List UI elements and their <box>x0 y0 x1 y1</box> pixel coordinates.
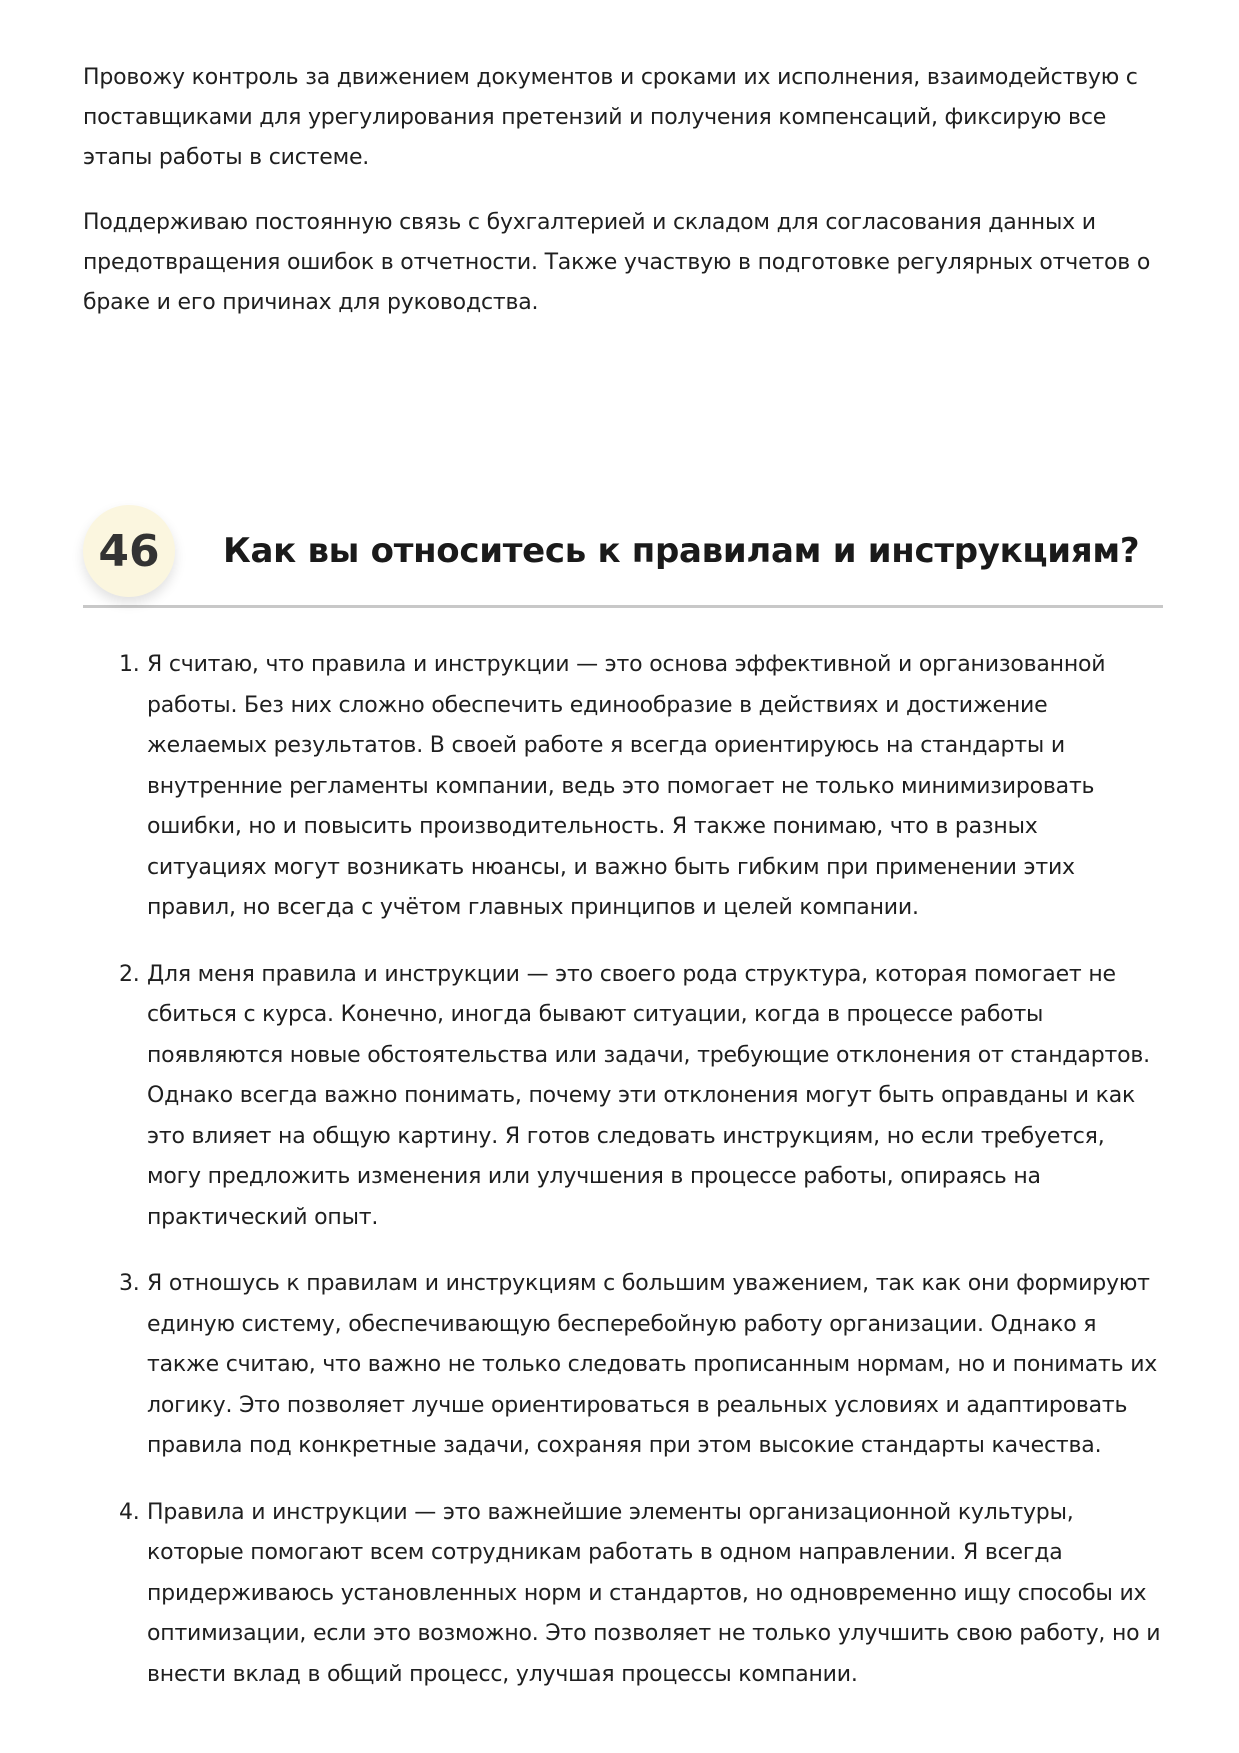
document-page <box>83 0 1163 1687</box>
answer-marker: 1. <box>119 652 140 677</box>
intro-paragraph: Провожу контроль за движением документов и сроками их исполнения, взаимодействую с поставщиками для урегулирования претензий и получения компенсаций, фиксирую все этапы работы в системе. <box>83 65 1138 170</box>
answer-item <box>83 955 1163 1239</box>
question-title: Как вы относитесь к правилам и инструкциям? <box>223 531 1140 571</box>
answer-marker: 3. <box>119 1271 140 1296</box>
answer-item <box>83 1493 1163 1696</box>
question-number-badge: 46 <box>83 505 175 597</box>
answer-item <box>83 1264 1163 1467</box>
intro-section <box>83 0 1163 323</box>
intro-paragraph: Поддерживаю постоянную связь с бухгалтерией и складом для согласования данных и предотвращения ошибок в отчетности. Также участвую в подготовке регулярных отчетов о браке и его причинах для руководства. <box>83 210 1151 315</box>
answer-marker: 2. <box>119 961 140 987</box>
answer-text: Правила и инструкции — это важнейшие элементы организационной культуры, которые помогают всем сотрудникам работать в одном направлении. Я всегда придерживаюсь установленных норм и стандартов, но одновременно ищу способы их оптимизации, если это возможно. Это позволяет не только улучшить свою работу, но и внести вклад в общий процесс, улучшая процессы компании. <box>147 1499 1161 1687</box>
answer-item <box>83 645 1163 929</box>
answer-marker: 4. <box>119 1499 140 1525</box>
answer-text: Я отношусь к правилам и инструкциям с большим уважением, так как они формируют единую систему, обеспечивающую бесперебойную работу организации. Однако я также считаю, что важно не только следовать прописанным нормам, но и понимать их логику. Это позволяет лучше ориентироваться в реальных условиях и адаптировать правила под конкретные задачи, сохраняя при этом высокие стандарты качества. <box>147 1271 1158 1458</box>
answer-list <box>83 645 1163 1721</box>
answer-text: Я считаю, что правила и инструкции — это основа эффективной и организованной работы. Без них сложно обеспечить единообразие в действиях и достижение желаемых результатов. В своей работе я всегда ориентируюсь на стандарты и внутренние регламенты компании, ведь это помогает не только минимизировать ошибки, но и повысить производительность. Я также понимаю, что в разных ситуациях могут возникать нюансы, и важно быть гибким при применении этих правил, но всегда с учётом главных принципов и целей компании. <box>147 652 1106 920</box>
answer-text: Для меня правила и инструкции — это своего рода структура, которая помогает не сбиться с курса. Конечно, иногда бывают ситуации, когда в процессе работы появляются новые обстоятельства или задачи, требующие отклонения от стандартов. Однако всегда важно понимать, почему эти отклонения могут быть оправданы и как это влияет на общую картину. Я готов следовать инструкциям, но если требуется, могу предложить изменения или улучшения в процессе работы, опираясь на практический опыт. <box>147 961 1150 1230</box>
question-header <box>83 505 1163 608</box>
